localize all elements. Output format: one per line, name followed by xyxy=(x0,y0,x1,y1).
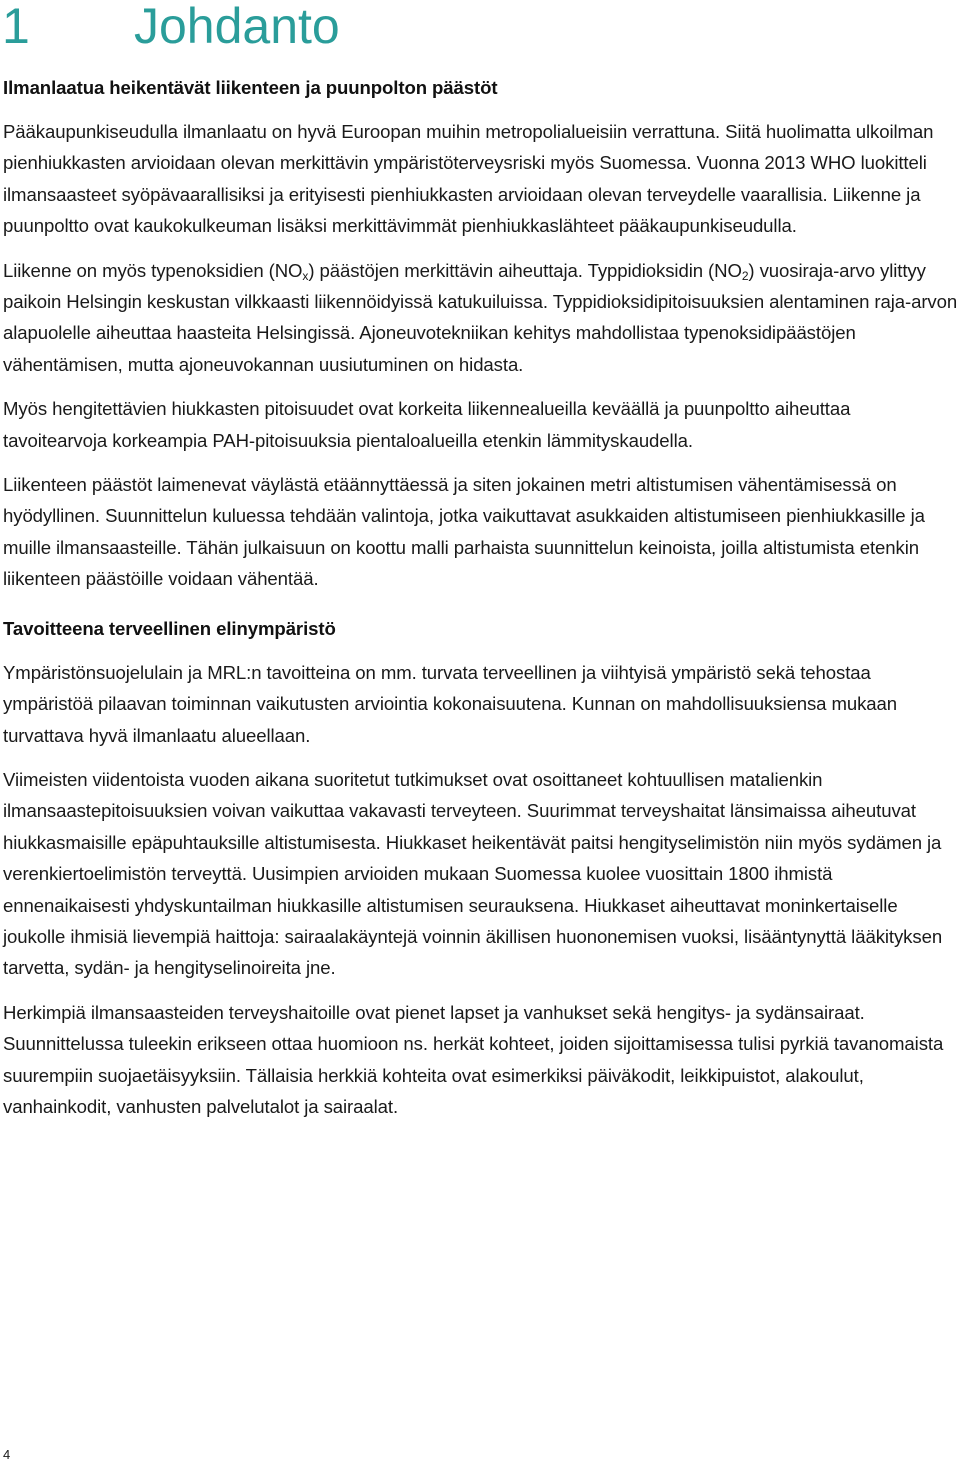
paragraph-nitrogen-oxides xyxy=(3,255,959,381)
paragraph: Pääkaupunkiseudulla ilmanlaatu on hyvä Euroopan muihin metropolialueisiin verrattuna. Siitä huolimatta ulkoilman pienhiukkasten arvioidaan olevan merkittävin ympäristöterveysriski myös Suomessa. Vuonna 2013 WHO luokitteli ilmansaasteet syöpävaarallisiksi ja erityisesti pienhiukkasten arvioidaan olevan terveydelle vaarallisia. Liikenne ja puunpoltto ovat kaukokulkeuman lisäksi merkittävimmät pienhiukkaslähteet pääkaupunkiseudulla. xyxy=(3,121,934,237)
paragraph: Myös hengitettävien hiukkasten pitoisuudet ovat korkeita liikennealueilla keväällä ja puunpoltto aiheuttaa tavoitearvoja korkeampia PAH-pitoisuuksia pientaloalueilla etenkin lämmityskaudella. xyxy=(3,398,851,451)
text-run: Liikenne on myös typenoksidien (NO xyxy=(3,259,303,281)
paragraph: Liikenteen päästöt laimenevat väylästä etäännyttäessä ja siten jokainen metri altistumisen vähentämisessä on hyödyllinen. Suunnittelun kuluessa tehdään valintoja, jotka vaikuttavat asukkaiden altistumiseen pienhiukkasille ja muille ilmansaasteille. Tähän julkaisuun on koottu malli parhaista suunnittelun keinoista, joilla altistumista etenkin liikenteen päästöille voidaan vähentää. xyxy=(3,474,925,590)
paragraph: Ympäristönsuojelulain ja MRL:n tavoitteina on mm. turvata terveellinen ja viihtyisä ympäristö sekä tehostaa ympäristöä pilaavan toiminnan vaikutusten arviointia kokonaisuutena. Kunnan on mahdollisuuksiensa mukaan turvattava hyvä ilmanlaatu alueellaan. xyxy=(3,661,898,746)
page-number: 4 xyxy=(3,1447,11,1462)
chapter-number: 1 xyxy=(2,0,30,54)
subscript: x xyxy=(302,268,309,283)
section-heading-healthy-environment: Tavoitteena terveellinen elinympäristö xyxy=(3,617,336,639)
subscript: 2 xyxy=(741,268,749,283)
text-run: ) päästöjen merkittävin aiheuttaja. Typpidioksidin (NO xyxy=(308,259,742,281)
paragraph: Viimeisten viidentoista vuoden aikana suoritetut tutkimukset ovat osoittaneet kohtuullisen matalienkin ilmansaastepitoisuuksien voivan vaikuttaa vakavasti terveyteen. Suurimmat terveyshaitat länsimaissa aiheutuvat hiukkasmaisille epäpuhtauksille altistumisesta. Hiukkaset heikentävät paitsi hengityselimistön niin myös sydämen ja verenkiertoelimistön terveyttä. Uusimpien arvioiden mukaan Suomessa kuolee vuosittain 1800 ihmistä ennenaikaisesti yhdyskuntailman hiukkasille altistumisen seurauksena. Hiukkaset aiheuttavat moninkertaiselle joukolle ihmisiä lievempiä haittoja: sairaalakäyntejä voinnin äkillisen huononemisen vuoksi, lisääntynyttä lääkityksen tarvetta, sydän- ja hengityselinoireita jne. xyxy=(3,768,943,979)
paragraph: Herkimpiä ilmansaasteiden terveyshaitoille ovat pienet lapset ja vanhukset sekä hengitys- ja sydänsairaat. Suunnittelussa tuleekin erikseen ottaa huomioon ns. herkät kohteet, joiden sijoittamisessa tulisi pyrkiä tavanomaista suurempiin suojaetäisyyksiin. Tällaisia herkkiä kohteita ovat esimerkiksi päiväkodit, leikkipuistot, alakoulut, vanhainkodit, vanhusten palvelutalot ja sairaalat. xyxy=(3,1001,944,1117)
section-heading-air-quality: Ilmanlaatua heikentävät liikenteen ja puunpolton päästöt xyxy=(3,77,498,98)
text-run: ) vuosiraja-arvo ylittyy paikoin Helsingin keskustan vilkkaasti liikennöidyissä katukuiluissa. Typpidioksidipitoisuuksien alentaminen raja-arvon alapuolelle aiheuttaa haasteita Helsingissä. Ajoneuvotekniikan kehitys mahdollistaa typenoksidipäästöjen vähentämisen, mutta ajoneuvokannan uusiutuminen on hidasta. xyxy=(3,259,958,375)
chapter-heading xyxy=(2,0,340,56)
document-body xyxy=(3,74,959,1135)
chapter-title: Johdanto xyxy=(134,0,340,54)
